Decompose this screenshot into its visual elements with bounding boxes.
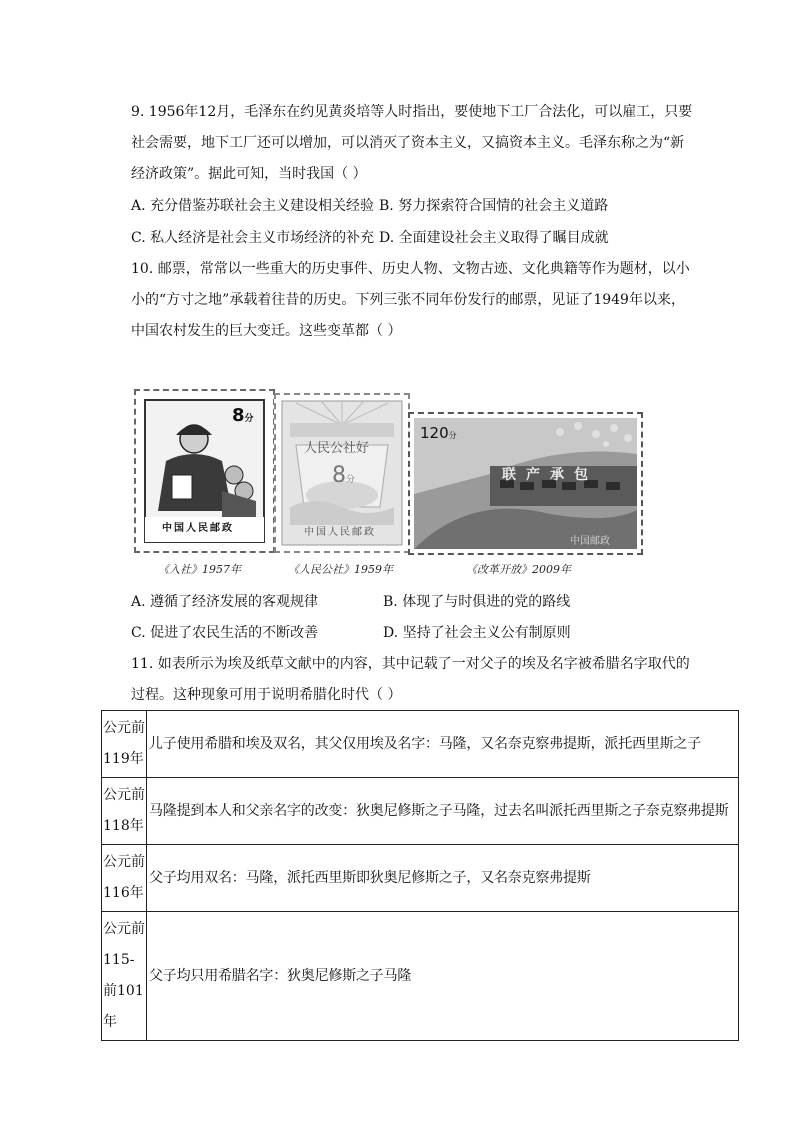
stamp-gongshe-slogan: 人民公社好 [304, 441, 370, 456]
table-row [102, 912, 739, 1041]
stamp-caption-1: 《入社》1957年 [158, 563, 241, 576]
q10-option-c[interactable]: C. 促进了农民生活的不断改善 [131, 625, 319, 641]
table-year-cell: 公元前119年 [102, 711, 147, 778]
table-text-cell: 父子均用双名：马隆，派托西里斯即狄奥尼修斯之子，又名奈克察弗提斯 [147, 845, 739, 912]
stamp-renmin-gongshe-1959 [274, 393, 410, 553]
stamp-rushe-country-text: 中国人民邮政 [162, 523, 234, 534]
q9-stem-line-1: 9. 1956年12月，毛泽东在约见黄炎培等人时指出，要使地下工厂合法化，可以雇工，只要 [131, 104, 693, 120]
stamp-gaige-kaifang-2009 [408, 412, 643, 555]
stamp-gongshe-denomination: 8分 [332, 463, 356, 488]
stamp-rushe-1957 [134, 389, 275, 553]
q9-option-a[interactable]: A. 充分借鉴苏联社会主义建设相关经验 [131, 198, 375, 214]
q9-option-b[interactable]: B. 努力探索符合国情的社会主义道路 [379, 198, 609, 214]
stamp-caption-3: 《改革开放》2009年 [466, 563, 571, 576]
q9-stem-line-3: 经济政策”。据此可知，当时我国（ ） [131, 166, 367, 182]
stamp-rushe-denomination: 8分 [232, 405, 254, 426]
table-row [102, 845, 739, 912]
q9-stem-line-2: 社会需要，地下工厂还可以增加，可以消灭了资本主义，又搞资本主义。毛泽东称之为“新 [131, 135, 685, 151]
q11-stem-line-2: 过程。这种现象可用于说明希腊化时代（ ） [131, 687, 402, 703]
table-text-cell: 父子均只用希腊名字：狄奥尼修斯之子马隆 [147, 912, 739, 1041]
q9-option-c[interactable]: C. 私人经济是社会主义市场经济的补充 [131, 230, 375, 246]
table-year-cell: 公元前116年 [102, 845, 147, 912]
stamp-gaige-denomination: 120分 [420, 424, 457, 442]
table-year-cell: 公元前115-前101年 [102, 912, 147, 1041]
q11-stem-line-1: 11. 如表所示为埃及纸草文献中的内容，其中记载了一对父子的埃及名字被希腊名字取代的 [131, 656, 690, 672]
q10-stem-line-1: 10. 邮票，常常以一些重大的历史事件、历史人物、文物古迹、文化典籍等作为题材，以小 [131, 261, 690, 277]
q10-stem-line-3: 中国农村发生的巨大变迁。这些变革都（ ） [131, 323, 402, 339]
q10-option-b[interactable]: B. 体现了与时俱进的党的路线 [383, 594, 571, 610]
q10-option-d[interactable]: D. 坚持了社会主义公有制原则 [383, 625, 571, 641]
stamp-gaige-country-text: 中国邮政 [570, 536, 610, 547]
table-text-cell: 马隆提到本人和父亲名字的改变：狄奥尼修斯之子马隆，过去名叫派托西里斯之子奈克察弗提斯 [147, 778, 739, 845]
table-year-cell: 公元前118年 [102, 778, 147, 845]
stamp-gongshe-country-text: 中国人民邮政 [304, 527, 376, 538]
table-row [102, 711, 739, 778]
table-row [102, 778, 739, 845]
papyrus-names-table [101, 710, 739, 1041]
stamp-caption-2: 《人民公社》1959年 [288, 563, 393, 576]
q10-option-a[interactable]: A. 遵循了经济发展的客观规律 [131, 594, 319, 610]
stamp-gaige-slogan: 联产承包 [502, 467, 598, 483]
table-text-cell: 儿子使用希腊和埃及双名，其父仅用埃及名字：马隆，又名奈克察弗提斯，派托西里斯之子 [147, 711, 739, 778]
q10-stem-line-2: 小的“方寸之地”承载着往昔的历史。下列三张不同年份发行的邮票，见证了1949年以来， [131, 292, 685, 308]
q9-option-d[interactable]: D. 全面建设社会主义取得了瞩目成就 [379, 230, 609, 246]
